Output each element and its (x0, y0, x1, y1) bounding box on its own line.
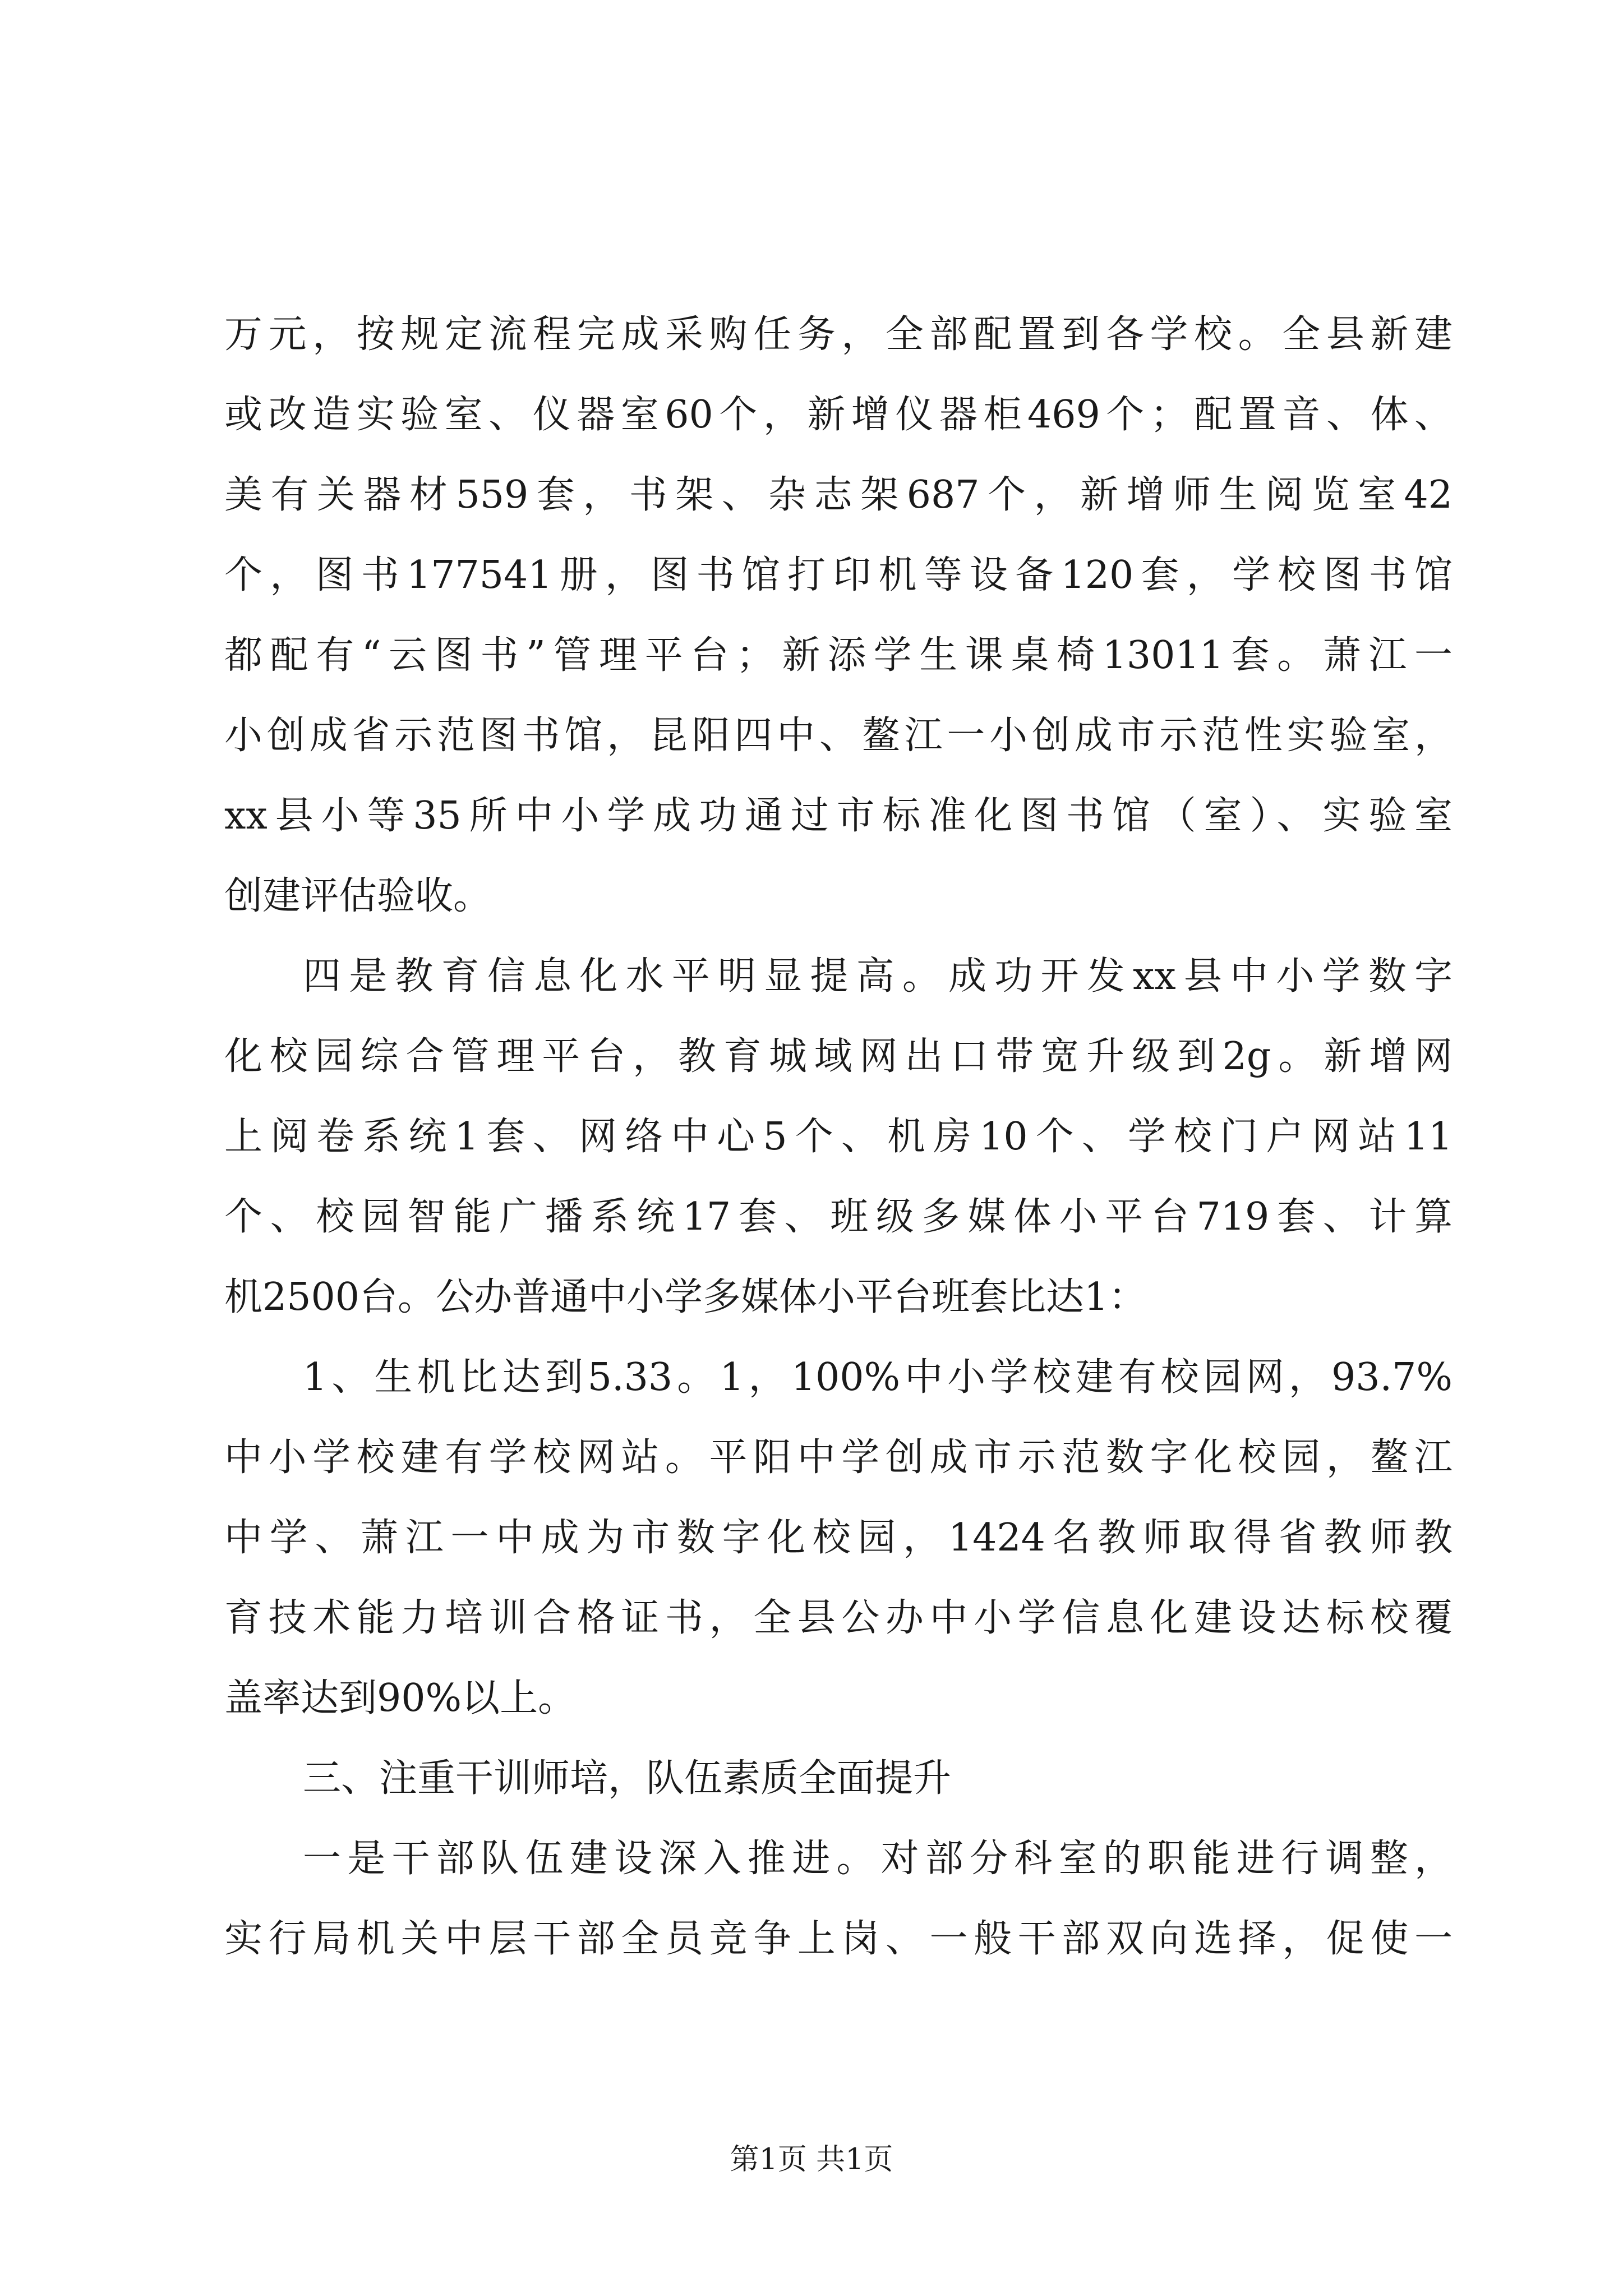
text-line-1: 万元，按规定流程完成采购任务，全部配置到各学校。全县新建 (224, 312, 1453, 357)
text-line-11: 上阅卷系统1套、网络中心5个、机房10个、学校门户网站11 (224, 1115, 1453, 1159)
text-line-4: 个，图书177541册，图书馆打印机等设备120套，学校图书馆 (224, 553, 1453, 597)
text-line-16: 中学、萧江一中成为市数字化校园，1424名教师取得省教师教 (224, 1516, 1453, 1560)
text-line-20: 一是干部队伍建设深入推进。对部分科室的职能进行调整， (303, 1837, 1453, 1881)
text-line-6: 小创成省示范图书馆，昆阳四中、鳌江一小创成市示范性实验室， (224, 714, 1453, 758)
text-line-12: 个、校园智能广播系统17套、班级多媒体小平台719套、计算 (224, 1195, 1453, 1239)
document-body (224, 295, 1453, 1979)
text-line-9: 四是教育信息化水平明显提高。成功开发xx县中小学数字 (303, 954, 1453, 999)
text-line-15: 中小学校建有学校网站。平阳中学创成市示范数字化校园，鳌江 (224, 1435, 1453, 1480)
text-line-5: 都配有“云图书”管理平台；新添学生课桌椅13011套。萧江一 (224, 633, 1453, 678)
page-number-footer: 第1页 共1页 (730, 2143, 893, 2177)
text-line-17: 育技术能力培训合格证书，全县公办中小学信息化建设达标校覆 (224, 1596, 1453, 1640)
text-line-8: 创建评估验收。 (224, 874, 492, 918)
text-line-7: xx县小等35所中小学成功通过市标准化图书馆（室）、实验室 (224, 794, 1453, 838)
text-line-18: 盖率达到90%以上。 (224, 1676, 577, 1720)
text-line-21: 实行局机关中层干部全员竞争上岗、一般干部双向选择，促使一 (224, 1917, 1453, 1961)
text-line-2: 或改造实验室、仪器室60个，新增仪器柜469个；配置音、体、 (224, 393, 1453, 437)
text-line-14: 1、生机比达到5.33。1，100%中小学校建有校园网，93.7% (303, 1355, 1453, 1400)
text-line-13: 机2500台。公办普通中小学多媒体小平台班套比达1： (224, 1275, 1147, 1319)
text-line-3: 美有关器材559套，书架、杂志架687个，新增师生阅览室42 (224, 473, 1453, 517)
text-line-10: 化校园综合管理平台，教育城域网出口带宽升级到2g。新增网 (224, 1034, 1453, 1079)
section-heading: 三、注重干训师培，队伍素质全面提升 (303, 1756, 952, 1801)
